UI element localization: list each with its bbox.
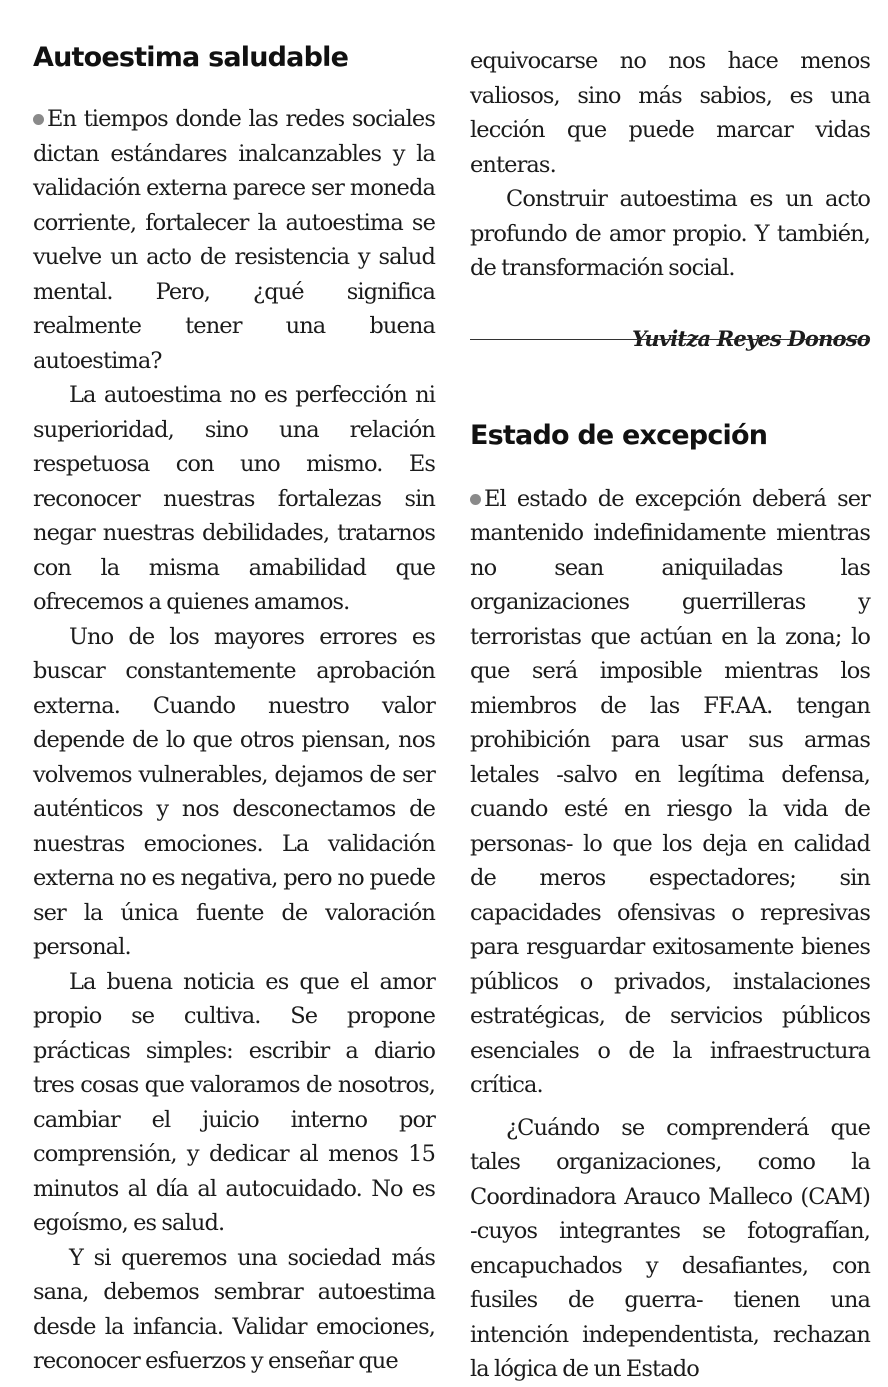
- headline-estado-excepcion: Estado de excepción: [470, 419, 768, 451]
- paragraph: Y si queremos una sociedad más sana, debemos sembrar autoestima desde la infancia. Validar emociones, reconocer esfuerzos y enseñar que: [33, 1244, 435, 1374]
- paragraph: ¿Cuándo se comprenderá que tales organizaciones, como la Coordinadora Arauco Malleco (CAM) -cuyos integrantes se fotografían, encapuchados y desafiantes, con fusiles de guerra- tienen una intención independentista, rechazan la lógica de un Estado: [470, 1114, 870, 1382]
- article-divider: [470, 339, 870, 340]
- paragraph: En tiempos donde las redes sociales dictan estándares inalcanzables y la validación externa parece ser moneda corriente, fortalecer la autoestima se vuelve un acto de resistencia y salud mental. Pero, ¿qué significa realmente tener una buena autoestima?: [33, 106, 435, 374]
- author-signature: Yuvitza Reyes Donoso: [632, 325, 870, 351]
- right-column: [470, 0, 870, 1387]
- paragraph: Construir autoestima es un acto profundo de amor propio. Y también, de transformación social.: [470, 186, 870, 281]
- paragraph: La buena noticia es que el amor propio se cultiva. Se propone prácticas simples: escribir a diario tres cosas que valoramos de nosotros, cambiar el juicio interno por comprensión, y dedicar al menos 15 minutos al día al autocuidado. No es egoísmo, es salud.: [33, 968, 435, 1236]
- paragraph: equivocarse no nos hace menos valiosos, sino más sabios, es una lección que puede marcar vidas enteras.: [470, 48, 870, 178]
- bullet-icon: [470, 494, 481, 505]
- bullet-icon: [33, 114, 44, 125]
- paragraph: Uno de los mayores errores es buscar constantemente aprobación externa. Cuando nuestro valor depende de lo que otros piensan, nos volvemos vulnerables, dejamos de ser auténticos y nos desconectamos de nuestras emociones. La validación externa no es negativa, pero no puede ser la única fuente de valoración personal.: [33, 623, 435, 960]
- headline-autoestima: Autoestima saludable: [33, 42, 349, 73]
- paragraph: La autoestima no es perfección ni superioridad, sino una relación respetuosa con uno mismo. Es reconocer nuestras fortalezas sin negar nuestras debilidades, tratarnos con la misma amabilidad que ofrecemos a quienes amamos.: [33, 382, 435, 615]
- left-column: [33, 0, 435, 1379]
- paragraph: El estado de excepción deberá ser mantenido indefinidamente mientras no sean aniquiladas las organizaciones guerrilleras y terroristas que actúan en la zona; lo que será imposible mientras los miembros de las FF.AA. tengan prohibición para usar sus armas letales -salvo en legítima defensa, cuando esté en riesgo la vida de personas- lo que los deja en calidad de meros espectadores; sin capacidades ofensivas o represivas para resguardar exitosamente bienes públicos o privados, instalaciones estratégicas, de servicios públicos esenciales o de la infraestructura crítica.: [470, 485, 870, 1098]
